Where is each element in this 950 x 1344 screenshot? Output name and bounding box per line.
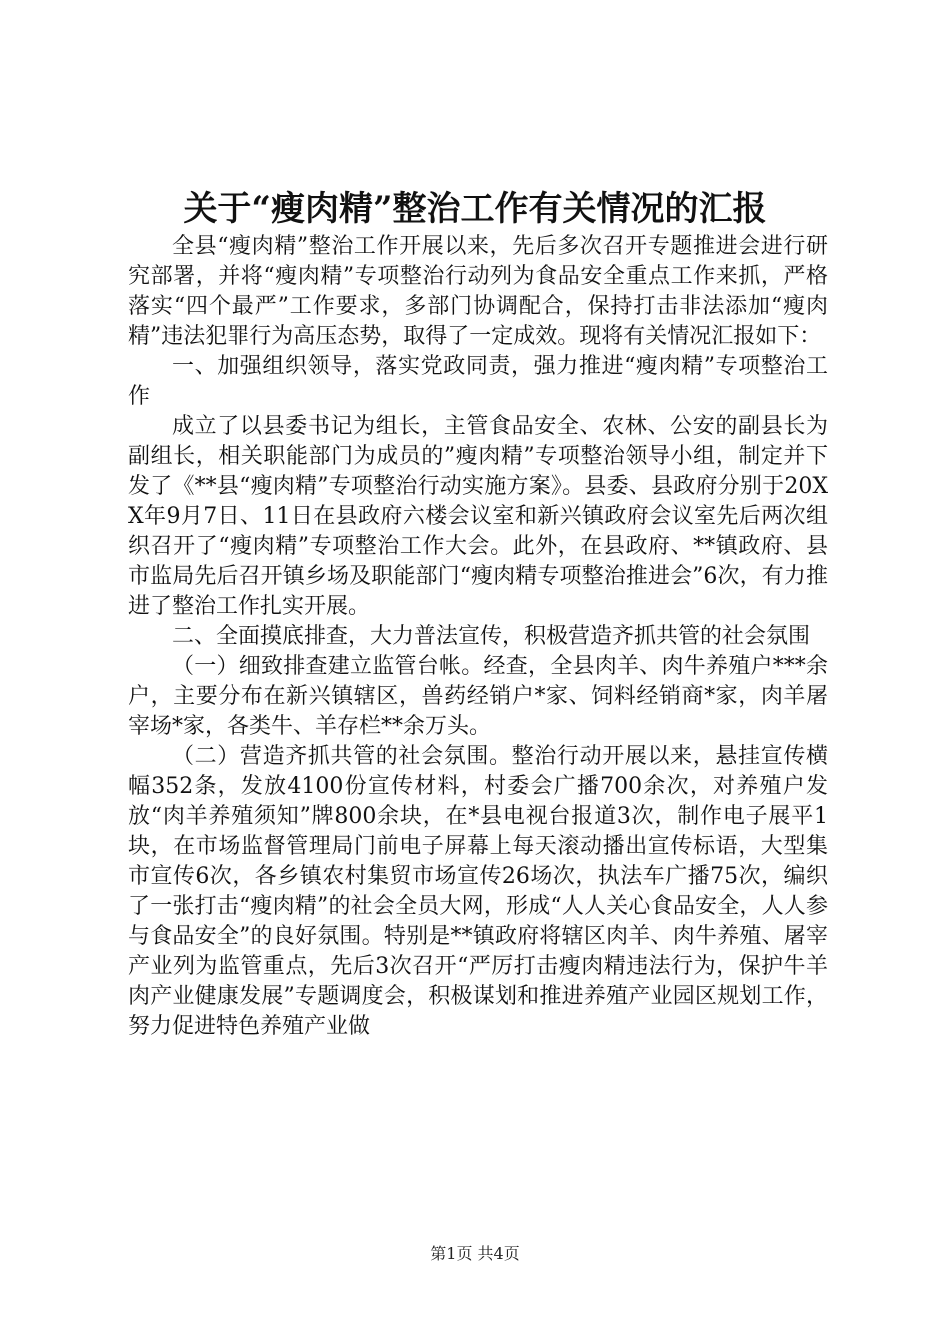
subsection-2-paragraph: （二）营造齐抓共管的社会氛围。整治行动开展以来，悬挂宣传横幅352条，发放4100份宣传材料，村委会广播700余次，对养殖户发放“肉羊养殖须知”牌800余块，在*县电视台报道3次，制作电子展平1块，在市场监督管理局门前电子屏幕上每天滚动播出宣传标语，大型集市宣传6次，各乡镇农村集贸市场宣传26场次，执法车广播75次，编织了一张打击“瘦肉精”的社会全员大网，形成“人人关心食品安全，人人参与食品安全”的良好氛围。特别是**镇政府将辖区肉羊、肉牛养殖、屠宰产业列为监管重点，先后3次召开“严厉打击瘦肉精违法行为，保护牛羊肉产业健康发展”专题调度会，积极谋划和推进养殖产业园区规划工作，努力促进特色养殖产业做	[128, 744, 828, 1039]
document-body	[128, 232, 828, 1042]
section-heading-2: 二、全面摸底排查，大力普法宣传，积极营造齐抓共管的社会氛围	[172, 624, 811, 649]
section-1-paragraph: 成立了以县委书记为组长，主管食品安全、农林、公安的副县长为副组长，相关职能部门为成员的”瘦肉精”专项整治领导小组，制定并下发了《**县“瘦肉精”专项整治行动实施方案》。县委、县政府分别于20XX年9月7日、11日在县政府六楼会议室和新兴镇政府会议室先后两次组织召开了“瘦肉精”专项整治工作大会。此外，在县政府、**镇政府、县市监局先后召开镇乡场及职能部门“瘦肉精专项整治推进会”6次，有力推进了整治工作扎实开展。	[128, 414, 828, 619]
document-title: 关于“瘦肉精”整治工作有关情况的汇报	[183, 189, 767, 229]
subsection-1-paragraph: （一）细致排查建立监管台帐。经查，全县肉羊、肉牛养殖户***余户，主要分布在新兴镇辖区，兽药经销户*家、饲料经销商*家，肉羊屠宰场*家，各类牛、羊存栏**余万头。	[128, 654, 828, 739]
intro-paragraph: 全县“瘦肉精”整治工作开展以来，先后多次召开专题推进会进行研究部署，并将“瘦肉精”专项整治行动列为食品安全重点工作来抓，严格落实“四个最严”工作要求，多部门协调配合，保持打击非法添加“瘦肉精”违法犯罪行为高压态势，取得了一定成效。现将有关情况汇报如下：	[128, 234, 828, 349]
section-heading-1: 一、加强组织领导，落实党政同责，强力推进“瘦肉精”专项整治工作	[128, 354, 828, 409]
page-number: 第1页 共4页	[430, 1244, 520, 1263]
